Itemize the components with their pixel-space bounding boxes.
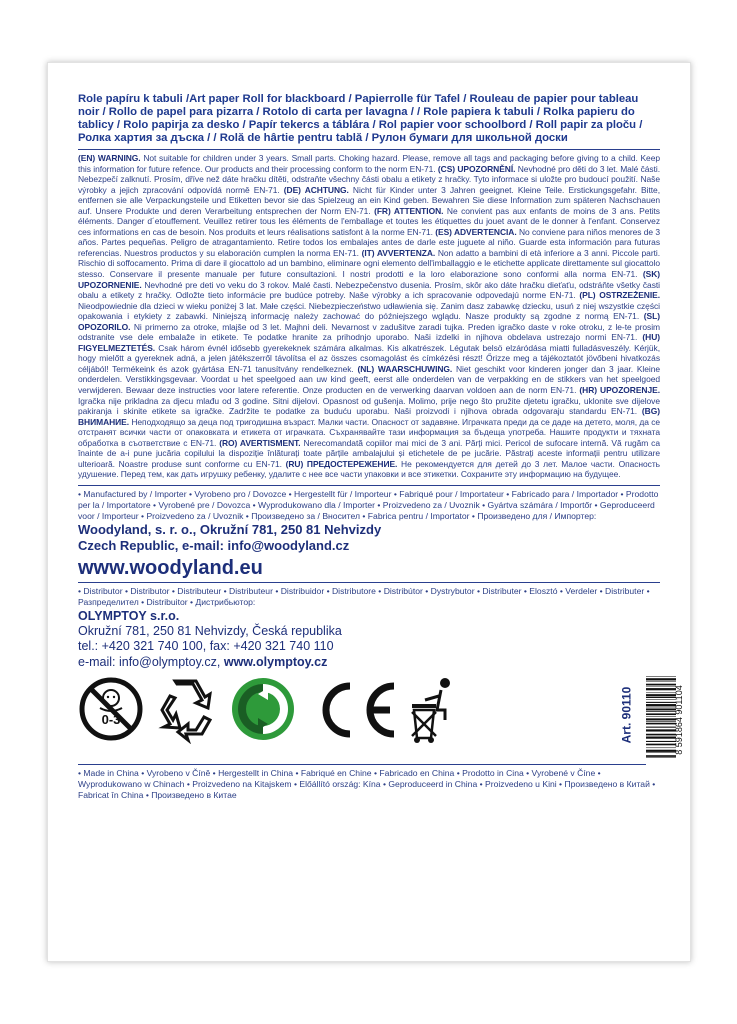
barcode-bar — [646, 753, 676, 754]
warnings-block — [78, 153, 660, 480]
barcode-icon — [646, 674, 690, 766]
warning-text: Igračka nije prikladna za djecu mlađu od 3 godine. Sitni dijelovi. Opasnost od gušenja. Molimo, prije nego što pružite djetetu igračku, uklonite sve dijelove pakiranja i skinite etikete sa igračke. Zadržite te podatke za buduću uporabu. Naši proizvodi i njihova obrada odgovaraju standardu EN-71. — [78, 395, 660, 417]
barcode-bar — [646, 709, 676, 711]
warning-tag: (RO) AVERTISMENT. — [219, 437, 301, 448]
label-content — [78, 93, 684, 801]
warning-tag: (SK) UPOZORNENIE. — [78, 269, 660, 290]
warning-tag: (HR) UPOZORENJE. — [579, 385, 660, 396]
company-name: Woodyland, s. r. o., Okružní 781, 250 81 Nehvizdy — [78, 521, 382, 537]
barcode-bar — [646, 730, 676, 732]
warning-text: Неподходящо за деца под тригодишна възраст. Малки части. Опасност от задавяне. Игрaчката преди да се даде на детето, моля, да се отстранят всички части от опаковката и етикета от играчката. Съхранявайте тази информация за бъдеща употреба. Нашите продукти и тяхната обработка в съответствие с EN-71. — [78, 416, 660, 448]
distributor-web[interactable]: www.olymptoy.cz — [223, 654, 328, 669]
barcode-bar — [646, 748, 676, 749]
product-title: Role papíru k tabuli /Art paper Roll for blackboard / Papierrolle für Tafel / Rouleau de papier pour tableau noir / Rollo de papel para pizarra / Rotolo di carta per lavagna / / Role papiera k tabuli / Rolka papieru do tablicy / Rolo papirja za desko / Papír tekercs a táblára / Rol papier voor schoolbord / Roll papir za ploču / Ролка хартия за дъска / / Rolă de hârtie pentru tablă / Рулон бумаги для школьной доски — [78, 93, 643, 144]
barcode-number: 8 591864 901104 — [674, 685, 684, 756]
barcode-bar — [646, 744, 676, 746]
age-label: 0-3 — [101, 712, 121, 728]
barcode-bar — [646, 727, 676, 728]
barcode-bar — [646, 689, 676, 691]
barcode-bar — [646, 717, 676, 718]
warning-tag: (PL) OSTRZEŻENIE. — [579, 290, 661, 301]
warning-text: Nicht für Kinder unter 3 Jahren geeignet. Kleine Teile. Erstickungsgefahr. Bitte, entfernen sie alle Verpackungsteile und Etiketten bevor sie das Spielzeug an ein Kind geben. Bewahren Sie diese Information zum späteren Nachschauen auf. Unsere Produkte und deren Verarbeitung entsprechen der Norm EN-71. — [78, 184, 660, 216]
warning-tag: (EN) WARNING. — [78, 153, 141, 163]
distributor-line: • Distributor • Distributor • Distributeur • Distributeur • Distribuidor • Distributore • Distribútor • Dystrybutor • Distributer • Elosztó • Verdeler • Distributer • Разпределител • Distribuitor • Дистрибьютор: — [78, 585, 650, 607]
barcode-bar — [646, 756, 676, 758]
weee-bin-icon — [406, 674, 462, 746]
distributor-phone: tel.: +420 321 740 100, fax: +420 321 740 110 — [78, 639, 334, 654]
warning-text: Ni primerno za otroke, mlajše od 3 let. Majhni deli. Nevarnost v zadušitve zaradi tujka. Preden igračko daste v roke otroku, z le-te prosim odstranite vse dele embalaže in etikete. Te podatke hranite za prihodnjo uporabo. Naši izdelki in njihova obdelava ustrezajo normi EN-71. — [78, 321, 660, 343]
warning-tag: (FR) ATTENTION. — [374, 205, 444, 216]
warning-tag: (BG) ВНИМАНИЕ. — [78, 406, 660, 427]
distributor-name: OLYMPTOY s.r.o. — [78, 608, 180, 623]
barcode-bar — [646, 679, 676, 681]
manufacturer-line: • Manufactured by / Importer • Vyrobeno pro / Dovozce • Hergestellt für / Importeur • Fabriqué pour / Importateur • Fabricado para / Importador • Prodotto per la / Importatore • Vyrobené pre / Dovozca • Wyprodukowano dla / Importer • Proizvedeno za / Uvoznik • Gyártva számára / Importőr • Geproduceerd voor / Importeur • Proizvedeno za / Uvoznik • Произведено за / Вносител • Fabrica pentru / Importator • Произведено для / Импортер: — [78, 488, 659, 521]
warning-text: Nerecomandată copiilor mai mici de 3 ani. Părți mici. Pericol de sufocare internă. Vă rugăm ca înainte de a-i pune jucăria copilului la dispoziție înlăturați toate părțile ambalajului și etichetele de pe jucărie. Păstrați aceste informații pentru utilizare ulterioară. Noastre produse sunt conforme cu EN-71. — [78, 437, 660, 469]
warning-text: Nevhodné pro děti do 3 let. Malé části. Nebezpečí zalknutí. Prosím, dříve než dáte hračku dítěti, odstraňte všechny části obalu a etikety z hračky. Tyto informace si uložte pro budoucí použití. Naše výrobky a jejich zpracování odpovídá normě EN-71. — [78, 163, 660, 195]
barcode-bar — [646, 686, 676, 687]
barcode-bar — [646, 702, 676, 703]
divider — [78, 485, 660, 486]
article-number-box — [619, 672, 644, 764]
label-card — [47, 62, 691, 962]
website[interactable]: www.woodyland.eu — [78, 556, 263, 579]
barcode-bar — [646, 711, 676, 712]
barcode-bar — [646, 693, 676, 694]
warning-tag: (CS) UPOZORNĚNÍ. — [437, 163, 516, 174]
warning-text: Niet geschikt voor kinderen jonger dan 3 jaar. Kleine onderdelen. Verstikkingsgevaar. Voordat u het speelgoed aan uw kind geeft, eerst alle onderdelen van de verpakking en de stikkers van het speelgoed verwijderen. Bewaar deze instructies voor latere referentie. Onze producten en de verwerking daarvan voldoen aan de norm EN-71. — [78, 363, 660, 396]
made-in-line: • Made in China • Vyrobeno v Číně • Hergestellt in China • Fabriqué en Chine • Fabricado en China • Prodotto in Cina • Vyrobené v Číne • Wyprodukowano w Chinach • Proizvedeno na Kitajskem • Előállító ország: Kína • Geproduceerd in China • Proizvedeno u Kini • Произведено в Китай • Fabricat în China • Произведено в Китае — [78, 768, 656, 801]
warning-text: Not suitable for children under 3 years. Small parts. Choking hazard. Please, remove all tags and packaging before giving to a child. Keep this information for future refence. Our products and their processing conform to the norm EN-71. — [78, 153, 660, 174]
distributor-address: Okružní 781, 250 81 Nehvizdy, Česká republika — [78, 623, 342, 638]
barcode-bar — [646, 721, 676, 722]
warning-tag: (RU) ПРЕДОСТЕРЕЖЕНИЕ. — [285, 458, 398, 469]
warning-text: Non adatto a bambini di età inferiore a 3 anni. Piccole parti. Rischio di soffocamento. Prima di dare il giocattolo ad un bambino, eliminare ogni elemento dell'imballaggio e le etichette applicate direttamente sul giocattolo stesso. Conservare il presente manuale per future consultazioni. I nostri prodotti e la loro elaborazione sono conformi alla norma EN-71. — [78, 247, 660, 280]
ce-mark-icon — [314, 680, 400, 740]
barcode-bar — [646, 697, 676, 698]
warning-text: Csak három évnél idősebb gyerekeknek számára alkalmas. Kis alkatrészek. Légutak belsö elzáródása miatti fulladásveszély. Kérjük, hogy mielőtt a gyereknek adná, a jelen játékszerről távolítsa el az összes csomagolást és címkézési részt! Őrizze meg a tájékoztatót jövőbeni hivatkozás céljából! Termékeink és azok gyártása EN-71 tanusítvány rendelkeznek. — [78, 342, 660, 374]
warning-tag: (SL) OPOZORILO. — [78, 311, 660, 332]
barcode-bar — [646, 681, 676, 682]
barcode-bar — [646, 705, 676, 707]
icons-row — [78, 672, 684, 764]
warning-text: Nevhodné pre deti vo veku do 3 rokov. Malé časti. Nebezpečenstvo dusenia. Prosím, skôr ako dáte hračku dieťaťu, odstráňte všetky časti obalu a etikety z hračky. Odložte tieto informácie pre budúce potreby. Naše výrobky a ich spracovanie odpovedajú norme EN-71. — [78, 279, 660, 301]
barcode-bar — [646, 723, 676, 725]
company-contact: Czech Republic, e-mail: info@woodyland.cz — [78, 537, 350, 553]
divider — [78, 149, 660, 150]
warning-text: Nieodpowiednie dla dzieci w wieku poniżej 3 lat. Małe części. Niebezpieczeństwo udławienia się. Zanim dasz zabawkę dziecku, usuń z niej wszystkie części opakowania i etykiety z zabawki. Niniejszą informację należy zachować do późniejszego wglądu. Nasze produkty są zgodne z normą EN-71. — [78, 300, 660, 322]
warning-tag: (IT) AVVERTENZA. — [361, 247, 436, 258]
barcode-bar — [646, 700, 676, 701]
distributor-email — [78, 655, 660, 671]
distributor-email-text[interactable]: e-mail: info@olymptoy.cz, — [78, 654, 224, 669]
barcode-bar — [646, 737, 676, 739]
warning-tag: (NL) WAARSCHUWING. — [357, 363, 453, 374]
barcode-bar — [646, 707, 676, 708]
warning-tag: (ES) ADVERTENCIA. — [435, 226, 517, 237]
divider — [78, 582, 660, 583]
barcode-bar — [646, 734, 676, 736]
barcode-bar — [646, 719, 676, 721]
warning-text: No conviene para niños menores de 3 años. Partes pequeñas. Peligro de atragantamiento. Retire todos los embalajes antes de darle este juguete al niño. Guarde esta información para futuras referencias. Nuestros productos y su elaboración cumplen la norma EN-71. — [78, 226, 661, 258]
barcode-bar — [646, 714, 676, 716]
warning-tag: (HU) FIGYELMEZTETÉS. — [78, 332, 660, 353]
barcode-bar — [646, 750, 676, 752]
warning-text: Не рекомендуется для детей до 3 лет. Малое части. Опасность удушение. Перед тем, как дать игрушку ребенку, удалите с нее все части упаковки и все этикетки. Сохраните эту информацию на будущее. — [78, 458, 660, 480]
no-under-3-icon — [78, 676, 144, 742]
warning-text: Ne convient pas aux enfants de moins de 3 ans. Petits éléments. Danger d´etouffement. Veuillez retirer tous les éléments de l'emballage et toutes les étiquettes du jouet avant de le donner à l'enfant. Conservez ces informations en cas de besoin. Nos produits et leurs réalisations satisfont à la norme EN-71. — [78, 205, 660, 237]
barcode-bar — [646, 758, 676, 759]
recycle-icon — [150, 674, 220, 744]
barcode-bar — [646, 741, 676, 742]
divider — [78, 764, 660, 765]
barcode-bar — [646, 676, 676, 677]
barcode-bar — [646, 695, 676, 697]
warning-tag: (DE) ACHTUNG. — [283, 184, 349, 195]
article-number: Art. 90110 — [619, 687, 634, 744]
barcode-bar — [646, 684, 676, 686]
green-dot-icon — [230, 676, 296, 742]
